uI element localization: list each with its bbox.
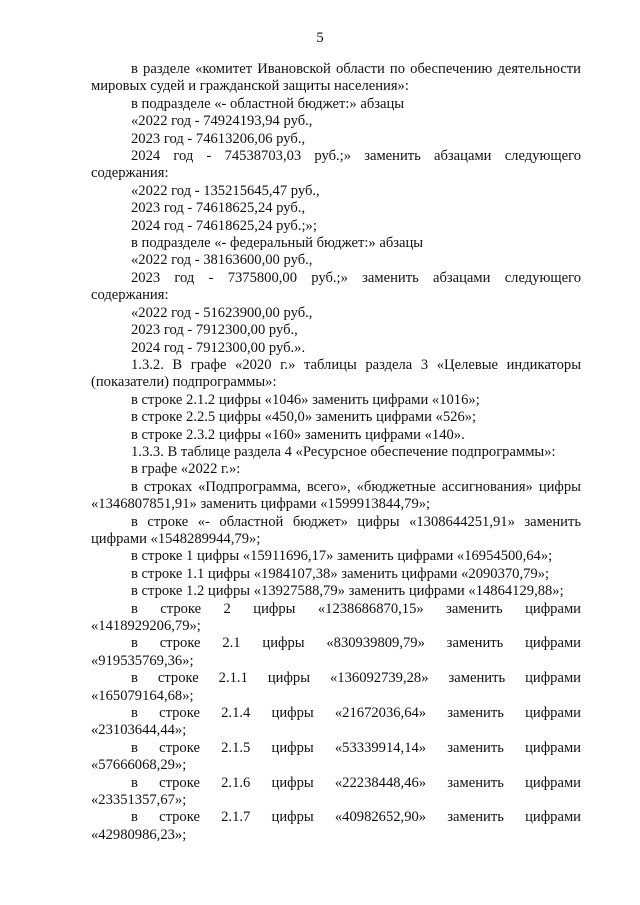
document-body bbox=[91, 61, 581, 844]
text-line: 2023 год - 74618625,24 руб., bbox=[131, 200, 306, 217]
text-line: «2022 год - 38163600,00 руб., bbox=[131, 252, 313, 269]
text-line: в строке 2.1.5 цифры «53339914,14» заменить цифрами bbox=[131, 739, 581, 756]
text-line: «42980986,23»; bbox=[91, 826, 187, 843]
text-line: в разделе «комитет Ивановской области по обеспечению деятельности мировых судей и гражданской защиты населения»: bbox=[91, 61, 581, 95]
text-line: в строках «Подпрограмма, всего», «бюджетные ассигнования» цифры «1346807851,91» заменить цифрами «1599913844,79»; bbox=[91, 478, 581, 513]
text-line: в строке 2.1.6 цифры «22238448,46» заменить цифрами bbox=[131, 774, 581, 791]
text-line: 1.3.2. В графе «2020 г.» таблицы раздела 3 «Целевые индикаторы (показатели) подпрограммы»: bbox=[91, 356, 581, 391]
text-line: в строке 2.1.1 цифры «136092739,28» заменить цифрами bbox=[131, 670, 581, 687]
text-line: в строке 2.1.4 цифры «21672036,64» заменить цифрами bbox=[131, 705, 581, 722]
text-line: 1.3.3. В таблице раздела 4 «Ресурсное обеспечение подпрограммы»: bbox=[131, 443, 556, 460]
text-line: в строке 1.2 цифры «13927588,79» заменить цифрами «14864129,88»; bbox=[131, 583, 564, 600]
text-line: «919535769,36»; bbox=[91, 652, 194, 669]
text-line: в строке 2.1 цифры «830939809,79» заменить цифрами bbox=[131, 635, 581, 652]
text-line: «23103644,44»; bbox=[91, 722, 187, 739]
text-line: в подразделе «- областной бюджет:» абзацы bbox=[131, 95, 405, 112]
text-line: 2023 год - 74613206,06 руб., bbox=[131, 130, 306, 147]
text-line: 2024 год - 74618625,24 руб.;»; bbox=[131, 217, 317, 234]
text-line: «1418929206,79»; bbox=[91, 618, 201, 634]
text-line: в строке 2.3.2 цифры «160» заменить цифрами «140». bbox=[131, 426, 465, 443]
text-line: в графе «2022 г.»: bbox=[131, 461, 241, 478]
text-line: 2023 год - 7912300,00 руб., bbox=[131, 322, 298, 339]
text-line: «23351357,67»; bbox=[91, 792, 187, 809]
text-line: 2024 год - 74538703,03 руб.;» заменить абзацами следующего содержания: bbox=[91, 148, 581, 182]
text-line: в строке 1.1 цифры «1984107,38» заменить цифрами «2090370,79»; bbox=[131, 565, 550, 582]
text-line: 2023 год - 7375800,00 руб.;» заменить абзацами следующего содержания: bbox=[91, 269, 581, 304]
text-line: 2024 год - 7912300,00 руб.». bbox=[131, 339, 306, 356]
text-line: в строке «- областной бюджет» цифры «1308644251,91» заменить цифрами «1548289944,79»; bbox=[91, 513, 581, 547]
text-line: «2022 год - 74924193,94 руб., bbox=[131, 113, 313, 130]
text-line: «57666068,29»; bbox=[91, 757, 187, 774]
text-line: в строке 1 цифры «15911696,17» заменить цифрами «16954500,64»; bbox=[131, 548, 553, 565]
text-line: в строке 2 цифры «1238686870,15» заменить цифрами bbox=[131, 600, 581, 617]
text-line: в подразделе «- федеральный бюджет:» абзацы bbox=[131, 235, 424, 252]
text-line: «2022 год - 135215645,47 руб., bbox=[131, 182, 320, 199]
text-line: «2022 год - 51623900,00 руб., bbox=[131, 304, 313, 321]
text-line: «165079164,68»; bbox=[91, 687, 194, 704]
text-line: в строке 2.1.7 цифры «40982652,90» заменить цифрами bbox=[131, 809, 581, 826]
page-number: 5 bbox=[316, 30, 324, 46]
text-line: в строке 2.2.5 цифры «450,0» заменить цифрами «526»; bbox=[131, 409, 477, 426]
text-line: в строке 2.1.2 цифры «1046» заменить цифрами «1016»; bbox=[131, 391, 480, 408]
